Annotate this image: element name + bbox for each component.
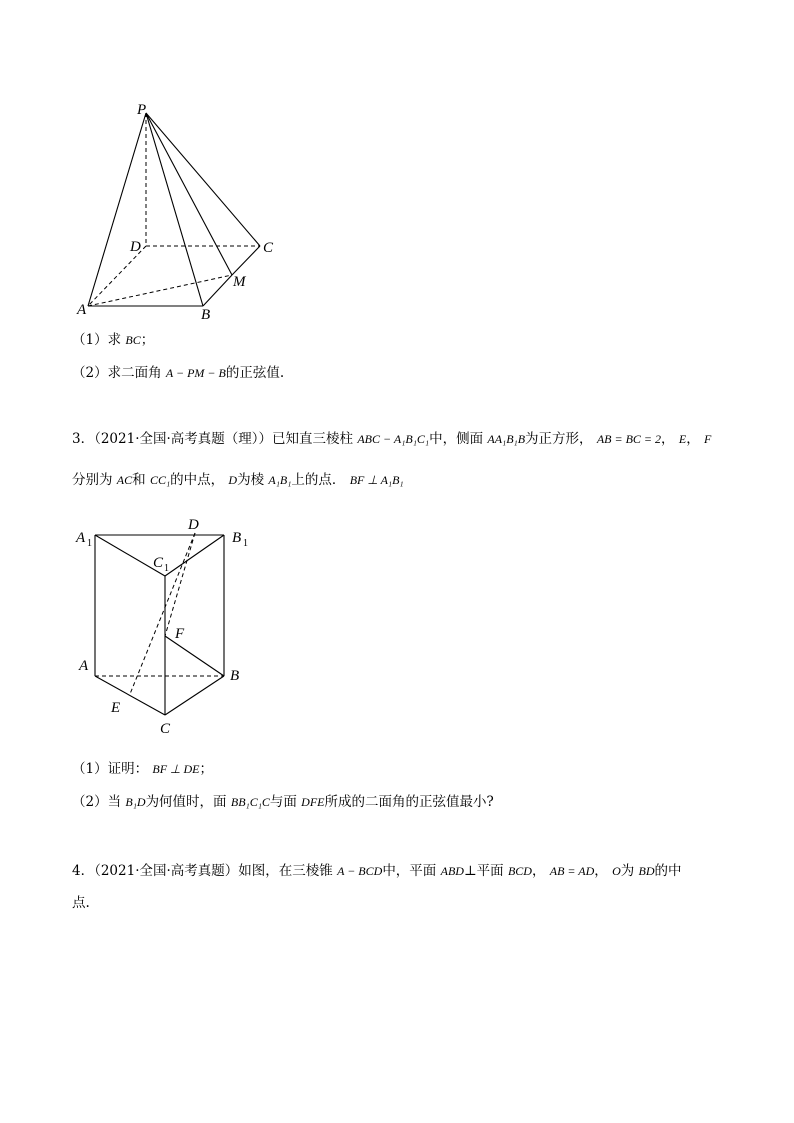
label-M: M — [233, 274, 246, 290]
prism-figure — [0, 505, 794, 745]
label-B: B — [230, 668, 240, 684]
q3-l2e2: CC₁ — [149, 473, 171, 487]
q3-t1: 已知直三棱柱 — [272, 431, 354, 447]
q3-e3: AB = BC = 2 — [596, 432, 662, 446]
q3-l2e1: AC — [116, 473, 133, 487]
label-A: A — [77, 302, 87, 318]
q4-line2 — [72, 894, 90, 912]
q4-t5: ， — [594, 863, 608, 879]
q3-sub2 — [72, 793, 494, 811]
label-P: P — [137, 102, 147, 118]
q3-l2t5: 上的点． — [291, 472, 346, 488]
q3-t2: 中，侧面 — [429, 431, 484, 447]
q2-sub2-text: 求二面角 — [107, 365, 162, 381]
q3-e2: AA₁B₁B — [487, 432, 526, 446]
q2-sub2 — [72, 364, 284, 382]
label-A: A — [79, 658, 89, 674]
q2-sub2-expr: A − PM − B — [165, 366, 226, 380]
label-D: D — [130, 239, 141, 255]
q4-e1: A − BCD — [337, 864, 383, 878]
q3-line1 — [72, 430, 711, 448]
q3-sub2-t3: 与面 — [269, 794, 297, 810]
q3-e1: ABC − A₁B₁C₁ — [357, 432, 430, 446]
q3-l2e4: A₁B₁ — [268, 473, 292, 487]
label-F: F — [175, 626, 185, 642]
q4-t6: 为 — [620, 863, 635, 879]
q3-sub1-end: ； — [199, 761, 213, 777]
q3-sub2-e3: DFE — [301, 795, 325, 809]
q4-line1 — [72, 862, 682, 880]
q2-sub2-num: （2） — [72, 365, 108, 381]
q3-e4: E — [678, 432, 687, 446]
q3-l2t1: 分别为 — [72, 472, 113, 488]
q2-sub2-end: 的正弦值. — [225, 365, 285, 381]
label-C: C — [263, 240, 274, 256]
q3-l2e5: BF ⊥ A₁B₁ — [349, 473, 404, 487]
q3-e5: F — [703, 432, 712, 446]
q4-e2: ABD — [440, 864, 464, 878]
label-B1-sub: 1 — [243, 538, 248, 549]
q2-sub1-num: （1） — [72, 332, 108, 348]
q4-t1: 如图，在三棱锥 — [238, 863, 333, 879]
q3-sub1-expr: BF ⊥ DE — [152, 762, 200, 776]
label-B1: B — [232, 530, 242, 546]
q4-e5: O — [612, 864, 621, 878]
label-D: D — [188, 517, 199, 533]
q4-t3: ⊥平面 — [463, 863, 504, 879]
q3-source: （2021·全国·高考真题（理）） — [94, 431, 273, 447]
q4-e3: BCD — [507, 864, 532, 878]
label-A1: A — [76, 530, 86, 546]
label-C: C — [160, 721, 171, 737]
q3-l2t2: 和 — [132, 472, 146, 488]
q4-source: （2021·全国·高考真题） — [94, 863, 239, 879]
q3-t4: ， — [661, 431, 675, 447]
q4-t4: ， — [531, 863, 546, 879]
q3-line2 — [72, 471, 404, 489]
label-E: E — [111, 700, 121, 716]
q4-e4: AB = AD — [549, 864, 595, 878]
q2-sub1-end: ； — [140, 332, 155, 348]
label-A1-sub: 1 — [87, 538, 92, 549]
pyramid-figure — [0, 0, 794, 330]
q3-sub2-num: （2） — [72, 794, 108, 810]
q2-sub1-text: 求 — [107, 332, 122, 348]
q3-t3: 为正方形， — [525, 431, 593, 447]
q4-number: 4． — [72, 863, 95, 879]
q3-sub2-t2: 为何值时，面 — [145, 794, 227, 810]
q3-sub2-t1: 当 — [107, 794, 122, 810]
q4-e6: BD — [638, 864, 655, 878]
q4-l2: 点. — [72, 895, 90, 911]
q3-l2e3: D — [228, 473, 238, 487]
label-C1-sub: 1 — [164, 563, 169, 574]
q3-sub1-num: （1） — [72, 761, 108, 777]
q3-l2t3: 的中点， — [170, 472, 225, 488]
q3-t5: ， — [686, 431, 700, 447]
q3-number: 3． — [72, 431, 95, 447]
q3-sub2-t4: 所成的二面角的正弦值最小? — [324, 794, 494, 810]
q3-l2t4: 为棱 — [237, 472, 265, 488]
label-C1: C — [153, 555, 164, 571]
q3-sub2-e1: B₁D — [125, 795, 146, 809]
q4-t7: 的中 — [654, 863, 682, 879]
q4-t2: 中，平面 — [382, 863, 437, 879]
q2-sub1 — [72, 331, 154, 349]
label-B: B — [201, 307, 211, 323]
q3-sub1-text: 证明： — [107, 761, 149, 777]
q2-sub1-expr: BC — [125, 333, 141, 347]
q3-sub2-e2: BB₁C₁C — [230, 795, 270, 809]
q3-sub1 — [72, 760, 213, 778]
